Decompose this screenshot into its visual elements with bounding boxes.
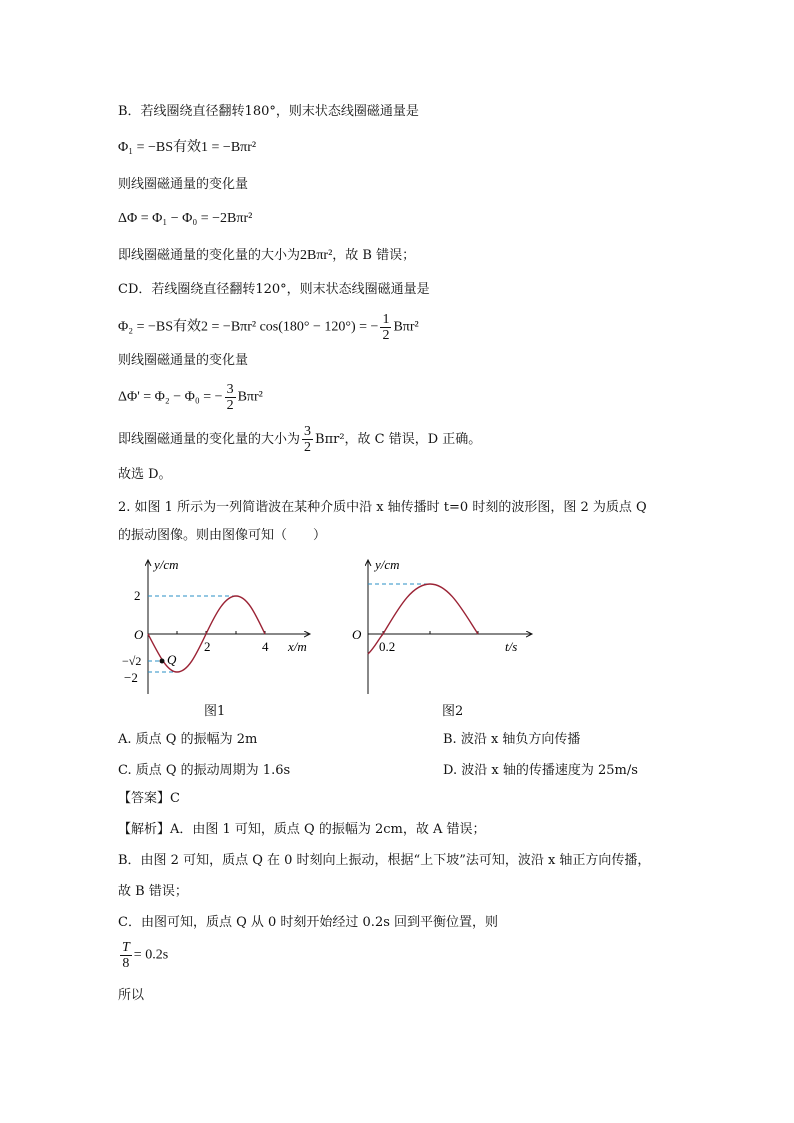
text-b-conclusion-post: ，故 B 错误； — [332, 248, 416, 263]
x-tick-label-2: 2 — [204, 639, 211, 654]
origin-label: O — [134, 627, 144, 642]
option-b[interactable]: B. 波沿 x 轴负方向传播 — [443, 732, 581, 747]
fraction-den: 8 — [122, 956, 130, 971]
text-cd-change-label: 则线圈磁通量的变化量 — [118, 353, 249, 368]
equation-period — [118, 940, 168, 971]
option-a[interactable]: A. 质点 Q 的振幅为 2m — [118, 732, 258, 747]
text-b-conclusion-pre: 即线圈磁通量的变化量的大小为 — [118, 248, 301, 263]
y-tick-label-2: 2 — [134, 588, 141, 603]
text-cd-conclusion-post: Bπr²，故 C 错误，D 正确。 — [315, 432, 482, 447]
fraction-num: T — [122, 940, 130, 955]
text-cd-intro: CD．若线圈绕直径翻转120°，则末状态线圈磁通量是 — [118, 282, 430, 297]
analysis-b-line-2: 故 B 错误； — [118, 884, 188, 899]
equation-cd-delta — [118, 382, 263, 413]
equation-b-flux: Φ₁ = −BS有效1 = −Bπr² — [118, 140, 257, 155]
fraction-three-half — [225, 382, 236, 413]
origin-label: O — [352, 627, 362, 642]
analysis-c: C．由图可知，质点 Q 从 0 时刻开始经过 0.2s 回到平衡位置，则 — [118, 915, 499, 930]
y-axis-label: y/cm — [375, 557, 400, 572]
fraction-num: 3 — [226, 382, 234, 397]
equation-cd-delta-post: Bπr² — [237, 389, 263, 405]
t-axis-label: t/s — [505, 639, 518, 654]
equation-period-rhs: = 0.2s — [133, 947, 169, 963]
text-b-conclusion-val: 2Bπr² — [300, 248, 333, 263]
figure-2-vibration-graph — [345, 555, 545, 700]
text-choose: 故选 D。 — [118, 467, 172, 482]
y-tick-label-neg-sqrt2: −√2 — [122, 654, 142, 668]
y-axis-label: y/cm — [154, 557, 179, 572]
point-q-label: Q — [167, 652, 177, 667]
fraction-t-over-8 — [120, 940, 132, 971]
y-tick-label-neg-2: −2 — [124, 670, 138, 685]
fraction-den: 2 — [226, 398, 234, 413]
text-b-conclusion — [118, 247, 415, 265]
figure-1-wave-graph — [110, 555, 325, 700]
answer-line: 【答案】C — [118, 791, 180, 806]
equation-cd-delta-pre: ΔΦ' = Φ₂ − Φ₀ = − — [118, 389, 223, 405]
fraction-den: 2 — [382, 328, 390, 343]
fraction-num: 3 — [304, 424, 312, 439]
equation-cd-flux — [118, 312, 419, 343]
text-so: 所以 — [118, 988, 145, 1003]
question-2-line-1: 2. 如图 1 所示为一列简谐波在某种介质中沿 x 轴传播时 t=0 时刻的波形图，图 2 为质点 Q — [118, 500, 647, 515]
figure-1-caption: 图1 — [204, 704, 226, 719]
equation-b-delta: ΔΦ = Φ₁ − Φ₀ = −2Bπr² — [118, 211, 253, 226]
point-q — [160, 659, 165, 664]
figure-2-caption: 图2 — [442, 704, 464, 719]
option-c[interactable]: C. 质点 Q 的振动周期为 1.6s — [118, 763, 291, 778]
equation-cd-flux-pre: Φ₂ = −BS有效2 = −Bπr² cos(180° − 120°) = − — [118, 319, 379, 335]
fraction-num: 1 — [382, 312, 390, 327]
fraction-three-half-2 — [302, 424, 313, 455]
x-axis-label: x/m — [288, 639, 307, 654]
text-b-intro: B．若线圈绕直径翻转180°，则末状态线圈磁通量是 — [118, 104, 419, 119]
option-d[interactable]: D. 波沿 x 轴的传播速度为 25m/s — [443, 763, 638, 778]
analysis-a: 【解析】A．由图 1 可知，质点 Q 的振幅为 2cm，故 A 错误； — [118, 822, 486, 837]
text-b-change-label: 则线圈磁通量的变化量 — [118, 177, 249, 192]
t-tick-label-0-2: 0.2 — [379, 639, 396, 654]
text-cd-conclusion-pre: 即线圈磁通量的变化量的大小为 — [118, 432, 301, 447]
x-tick-label-4: 4 — [262, 639, 269, 654]
analysis-b-line-1: B．由图 2 可知，质点 Q 在 0 时刻向上振动，根据“上下坡”法可知，波沿 x 轴正方向传播， — [118, 853, 651, 868]
question-2-line-2: 的振动图像。则由图像可知（ ） — [118, 528, 327, 543]
fraction-den: 2 — [304, 440, 312, 455]
equation-cd-flux-post: Bπr² — [393, 319, 419, 335]
text-cd-conclusion — [118, 424, 481, 455]
fraction-half — [380, 312, 391, 343]
